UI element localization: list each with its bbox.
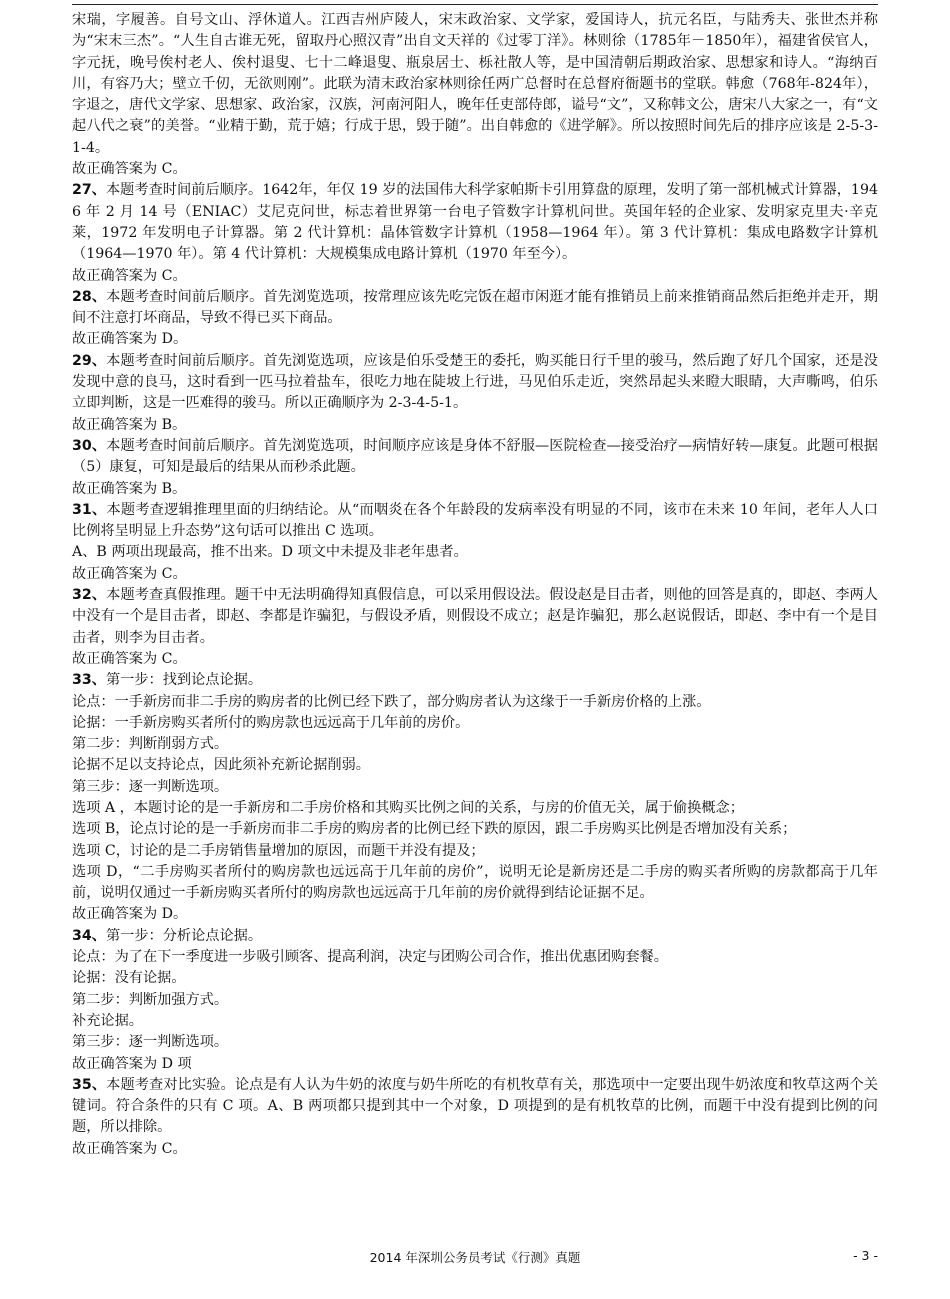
text-paragraph <box>72 713 878 734</box>
question-number: 30、 <box>72 437 107 454</box>
text-paragraph <box>72 798 878 819</box>
paragraph-text: 第一步：分析论点论据。 <box>105 927 263 944</box>
text-paragraph <box>72 755 878 776</box>
paragraph-text: 补充论据。 <box>72 1012 143 1029</box>
paragraph-text: 故正确答案为 C。 <box>72 565 187 582</box>
paragraph-text: 故正确答案为 B。 <box>72 480 187 497</box>
text-paragraph <box>72 564 878 585</box>
paragraph-text: 选项 B，论点讨论的是一手新房而非二手房的购房者的比例已经下跌的原因，跟二手房购买比例是否增加没有关系； <box>72 821 797 838</box>
paragraph-text: 论据：没有论据。 <box>72 970 186 987</box>
document-body <box>72 10 878 1160</box>
paragraph-text: 故正确答案为 D 项 <box>72 1055 192 1072</box>
question-paragraph <box>72 351 878 415</box>
text-paragraph <box>72 649 878 670</box>
question-paragraph <box>72 436 878 479</box>
page-number: - 3 - <box>853 1248 878 1263</box>
paragraph-text: 本题考查对比实验。论点是有人认为牛奶的浓度与奶牛所吃的有机牧草有关，那选项中一定要出现牛奶浓度和牧草这两个关键词。符合条件的只有 C 项。A、B 两项都只提到其中一个对象，D 项提到的是有机牧草的比例，而题干中没有提到比例的问题，所以排除。 <box>72 1076 878 1136</box>
question-number: 29、 <box>72 352 107 369</box>
text-paragraph <box>72 777 878 798</box>
paragraph-text: 论点：为了在下一季度进一步吸引顾客、提高利润，决定与团购公司合作，推出优惠团购套餐。 <box>72 949 668 966</box>
paragraph-text: 第二步：判断加强方式。 <box>72 991 229 1008</box>
text-paragraph <box>72 10 878 159</box>
paragraph-text: 选项 D，“二手房购买者所付的购房款也远远高于几年前的房价”，说明无论是新房还是二手房的购买者所购的房款都高于几年前，说明仅通过一手新房购买者所付的购房款也远远高于几年前的房价就得到结论证据不足。 <box>72 863 878 902</box>
question-paragraph <box>72 1075 878 1139</box>
text-paragraph <box>72 1032 878 1053</box>
question-paragraph <box>72 287 878 330</box>
question-number: 35、 <box>72 1076 107 1093</box>
question-paragraph <box>72 926 878 947</box>
question-number: 34、 <box>72 927 106 944</box>
question-number: 31、 <box>72 501 107 518</box>
text-paragraph <box>72 734 878 755</box>
paragraph-text: 论点：一手新房而非二手房的购房者的比例已经下跌了，部分购房者认为这缘于一手新房价格的上涨。 <box>72 693 711 710</box>
text-paragraph <box>72 159 878 180</box>
text-paragraph <box>72 329 878 350</box>
paragraph-text: 本题考查时间前后顺序。首先浏览选项，时间顺序应该是身体不舒服—医院检查—接受治疗—病情好转—康复。此题可根据（5）康复，可知是最后的结果从而秒杀此题。 <box>72 437 878 476</box>
paragraph-text: 论据：一手新房购买者所付的购房款也远远高于几年前的房价。 <box>72 714 470 731</box>
text-paragraph <box>72 968 878 989</box>
text-paragraph <box>72 542 878 563</box>
paragraph-text: 本题考查时间前后顺序。首先浏览选项，应该是伯乐受楚王的委托，购买能日行千里的骏马，然后跑了好几个国家，还是没发现中意的良马，这时看到一匹马拉着盐车，很吃力地在陡坡上行进，马见伯乐走近，突然昂起头来瞪大眼睛，大声嘶鸣，伯乐立即判断，这是一匹难得的骏马。所以正确顺序为 2-3-4-5-1。 <box>72 352 878 412</box>
text-paragraph <box>72 990 878 1011</box>
paragraph-text: 宋瑞，字履善。自号文山、浮休道人。江西吉州庐陵人，宋末政治家、文学家，爱国诗人，抗元名臣，与陆秀夫、张世杰并称为“宋末三杰”。“人生自古谁无死，留取丹心照汉青”出自文天祥的《过零丁洋》。林则徐（1785年－1850年），福建省侯官人，字元抚，晚号俟村老人、俟村退叟、七十二峰退叟、瓶泉居士、栎社散人等，是中国清朝后期政治家、思想家和诗人。“海纳百川，有容乃大；壁立千仞，无欲则刚”。此联为清末政治家林则徐任两广总督时在总督府衙题书的堂联。韩愈（768年-824年），字退之，唐代文学家、思想家、政治家，汉族，河南河阳人，晚年任吏部侍郎，谥号“文”，又称韩文公，唐宋八大家之一，有“文起八代之衰”的美誉。“业精于勤，荒于嬉；行成于思，毁于随”。出自韩愈的《进学解》。所以按照时间先后的排序应该是 2-5-3-1-4。 <box>72 12 878 156</box>
question-paragraph <box>72 670 878 691</box>
paragraph-text: 故正确答案为 C。 <box>72 161 187 178</box>
question-paragraph <box>72 585 878 649</box>
paragraph-text: 故正确答案为 B。 <box>72 416 187 433</box>
text-paragraph <box>72 692 878 713</box>
paragraph-text: 故正确答案为 D。 <box>72 331 188 348</box>
text-paragraph <box>72 841 878 862</box>
paragraph-text: 第三步：逐一判断选项。 <box>72 1034 229 1051</box>
text-paragraph <box>72 947 878 968</box>
question-number: 33、 <box>72 672 106 689</box>
text-paragraph <box>72 1139 878 1160</box>
paragraph-text: 第一步：找到论点论据。 <box>105 672 263 689</box>
paragraph-text: 故正确答案为 D。 <box>72 906 188 923</box>
question-paragraph <box>72 180 878 265</box>
paragraph-text: 第三步：逐一判断选项。 <box>72 778 229 795</box>
question-number: 32、 <box>72 587 107 604</box>
paragraph-text: 选项 A ，本题讨论的是一手新房和二手房价格和其购买比例之间的关系，与房的价值无关，属于偷换概念； <box>72 799 744 816</box>
text-paragraph <box>72 1054 878 1075</box>
text-paragraph <box>72 1011 878 1032</box>
paragraph-text: 故正确答案为 C。 <box>72 267 187 284</box>
paragraph-text: A、B 两项出现最高，推不出来。D 项文中未提及非老年患者。 <box>72 544 468 561</box>
paragraph-text: 本题考查真假推理。题干中无法明确得知真假信息，可以采用假设法。假设赵是目击者，则他的回答是真的，即赵、李两人中没有一个是目击者，即赵、李都是诈骗犯，与假设矛盾，则假设不成立；赵是诈骗犯，那么赵说假话，即赵、李中有一个是目击者，则李为目击者。 <box>72 587 878 646</box>
paragraph-text: 故正确答案为 C。 <box>72 650 187 667</box>
paragraph-text: 选项 C，讨论的是二手房销售量增加的原因，而题干并没有提及； <box>72 842 485 859</box>
question-number: 27、 <box>72 182 106 199</box>
paragraph-text: 故正确答案为 C。 <box>72 1140 187 1157</box>
text-paragraph <box>72 904 878 925</box>
paragraph-text: 本题考查时间前后顺序。首先浏览选项，按常理应该先吃完饭在超市闲逛才能有推销员上前来推销商品然后拒绝并走开，期间不注意打坏商品，导致不得已买下商品。 <box>72 288 878 327</box>
paragraph-text: 第二步：判断削弱方式。 <box>72 736 229 753</box>
page-footer <box>72 1248 878 1268</box>
footer-title: 2014 年深圳公务员考试《行测》真题 <box>369 1250 581 1265</box>
question-number: 28、 <box>72 288 107 305</box>
text-paragraph <box>72 266 878 287</box>
text-paragraph <box>72 819 878 840</box>
paragraph-text: 本题考查逻辑推理里面的归纳结论。从“而咽炎在各个年龄段的发病率没有明显的不同，该市在未来 10 年间，老年人人口比例将呈明显上升态势”这句话可以推出 C 选项。 <box>72 501 878 540</box>
paragraph-text: 本题考查时间前后顺序。1642年，年仅 19 岁的法国伟大科学家帕斯卡引用算盘的原理，发明了第一部机械式计算器，1946 年 2 月 14 号（ENIAC）艾尼克问世，标志着世界第一台电子管数字计算机问世。英国年轻的企业家、发明家克里夫·辛克莱，1972 年发明电子计算器。第 2 代计算机：晶体管数字计算机（1958—1964 年）。第 3 代计算机：集成电路数字计算机（1964—1970 年）。第 4 代计算机：大规模集成电路计算机（1970 年至今）。 <box>72 182 878 263</box>
header-rule <box>72 4 878 5</box>
text-paragraph <box>72 479 878 500</box>
question-paragraph <box>72 500 878 543</box>
text-paragraph <box>72 862 878 905</box>
text-paragraph <box>72 415 878 436</box>
paragraph-text: 论据不足以支持论点，因此须补充新论据削弱。 <box>72 757 370 774</box>
